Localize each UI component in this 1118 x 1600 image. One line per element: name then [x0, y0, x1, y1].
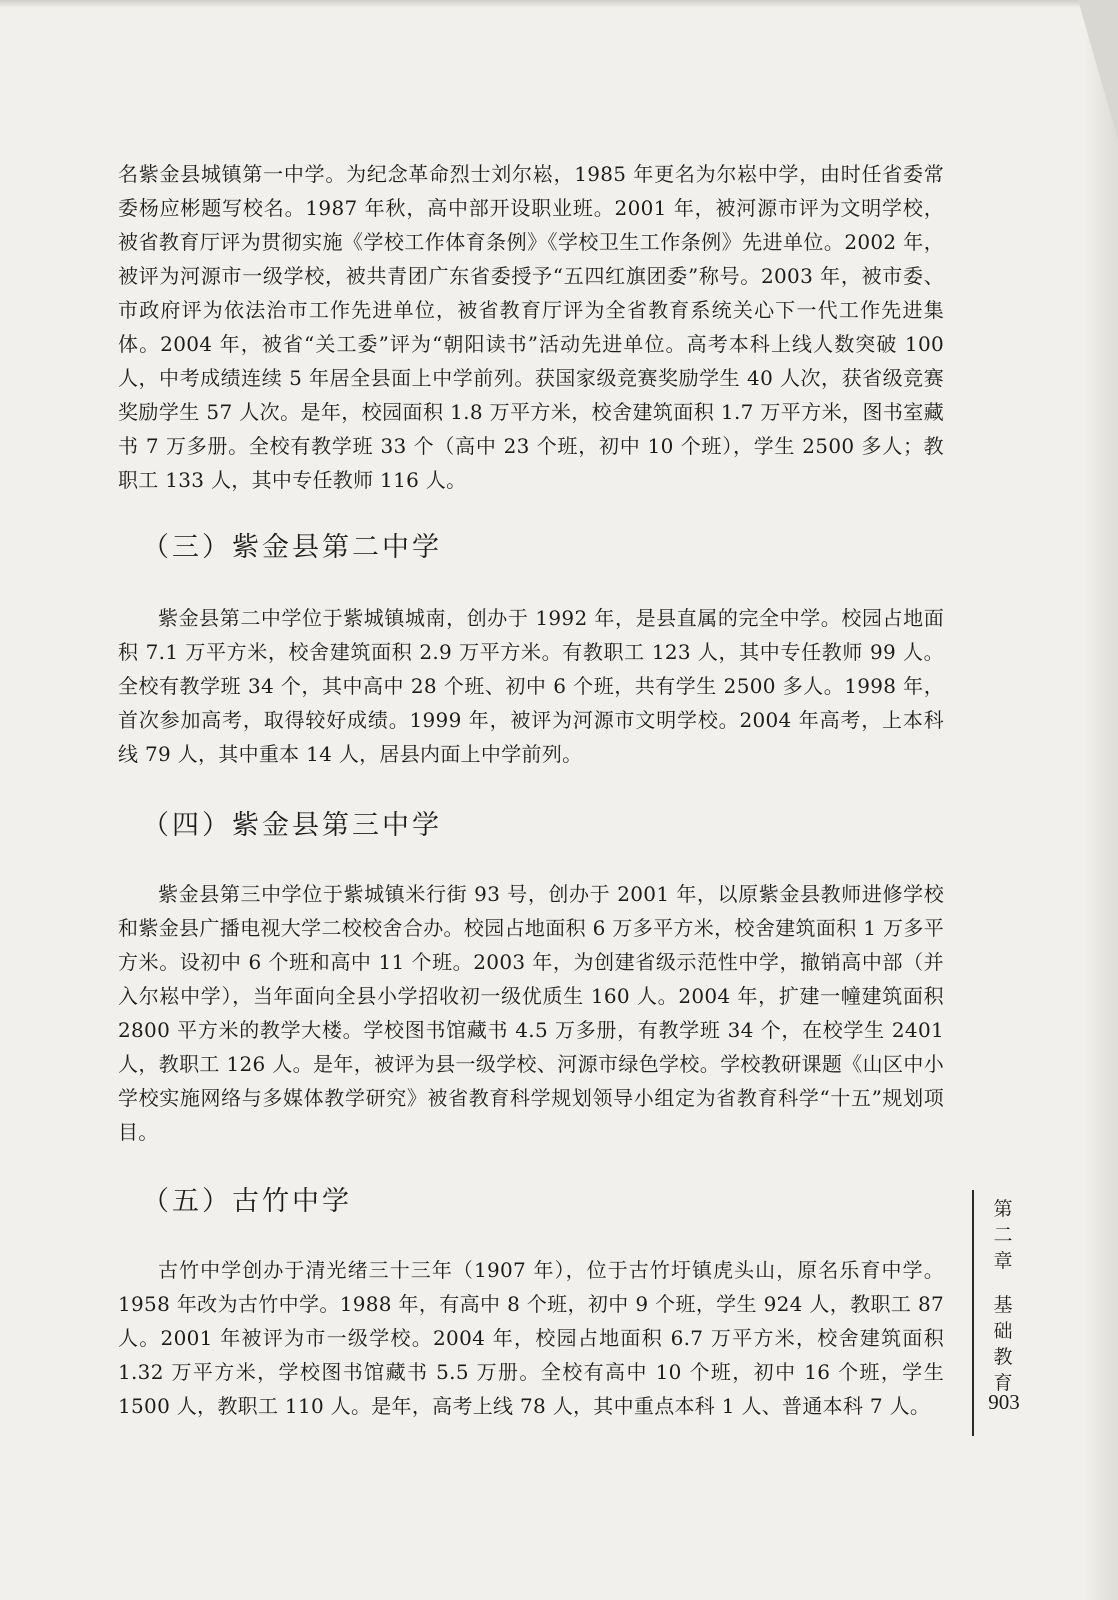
scan-edge-top: [0, 0, 1118, 8]
page-number: 903: [988, 1390, 1020, 1414]
chapter-char: 第: [993, 1198, 1013, 1220]
section-char: 育: [993, 1372, 1013, 1394]
scan-edge-right: [1084, 0, 1118, 1600]
paragraph-school-1-continued: 名紫金县城镇第一中学。为纪念革命烈士刘尔崧，1985 年更名为尔崧中学，由时任省委常委杨应彬题写校名。1987 年秋，高中部开设职业班。2001 年，被河源市评为文明学校，被省教育厅评为贯彻实施《学校工作体育条例》《学校卫生工作条例》先进单位。2002 年，被评为河源市一级学校，被共青团广东省委授予“五四红旗团委”称号。2003 年，被市委、市政府评为依法治市工作先进单位，被省教育厅评为全省教育系统关心下一代工作先进集体。2004 年，被省“关工委”评为“朝阳读书”活动先进单位。高考本科上线人数突破 100 人，中考成绩连续 5 年居全县面上中学前列。获国家级竞赛奖励学生 40 人次，获省级竞赛奖励学生 57 人次。是年，校园面积 1.8 万平方米，校舍建筑面积 1.7 万平方米，图书室藏书 7 万多册。全校有教学班 33 个（高中 23 个班，初中 10 个班），学生 2500 多人；教职工 133 人，其中专任教师 116 人。: [118, 162, 944, 492]
page-body: [118, 157, 944, 1423]
paragraph-school-2: 紫金县第二中学位于紫城镇城南，创办于 1992 年，是县直属的完全中学。校园占地面积 7.1 万平方米，校舍建筑面积 2.9 万平方米。有教职工 123 人，其中专任教师 99 人。全校有教学班 34 个，其中高中 28 个班、初中 6 个班，共有学生 2500 多人。1998 年，首次参加高考，取得较好成绩。1999 年，被评为河源市文明学校。2004 年高考，上本科线 79 人，其中重本 14 人，居县内面上中学前列。: [118, 606, 944, 766]
paragraph-school-4: 古竹中学创办于清光绪三十三年（1907 年），位于古竹圩镇虎头山，原名乐育中学。1958 年改为古竹中学。1988 年，有高中 8 个班，初中 9 个班，学生 924 人，教职工 87 人。2001 年被评为市一级学校。2004 年，校园占地面积 6.7 万平方米，校舍建筑面积 1.32 万平方米，学校图书馆藏书 5.5 万册。全校有高中 10 个班，初中 16 个班，学生 1500 人，教职工 110 人。是年，高考上线 78 人，其中重点本科 1 人、普通本科 7 人。: [118, 1258, 944, 1418]
section-char: 础: [993, 1320, 1013, 1342]
section-char: 基: [993, 1294, 1013, 1316]
chapter-char: 二: [993, 1224, 1013, 1246]
section-char: 教: [993, 1346, 1013, 1368]
section-heading-4: （四）紫金县第三中学: [142, 810, 442, 841]
chapter-running-title: [986, 1196, 1020, 1396]
section-heading-5: （五）古竹中学: [142, 1186, 352, 1217]
section-heading-3: （三）紫金县第二中学: [142, 532, 442, 563]
chapter-char: 章: [993, 1250, 1013, 1272]
scan-page-corner: [1078, 0, 1118, 140]
margin-divider: [972, 1190, 974, 1436]
paragraph-school-3: 紫金县第三中学位于紫城镇米行街 93 号，创办于 2001 年，以原紫金县教师进修学校和紫金县广播电视大学二校校舍合办。校园占地面积 6 万多平方米，校舍建筑面积 1 万多平方米。设初中 6 个班和高中 11 个班。2003 年，为创建省级示范性中学，撤销高中部（并入尔崧中学），当年面向全县小学招收初一级优质生 160 人。2004 年，扩建一幢建筑面积 2800 平方米的教学大楼。学校图书馆藏书 4.5 万多册，有教学班 34 个，在校学生 2401 人，教职工 126 人。是年，被评为县一级学校、河源市绿色学校。学校教研课题《山区中小学校实施网络与多媒体教学研究》被省教育科学规划领导小组定为省教育科学“十五”规划项目。: [118, 882, 944, 1144]
